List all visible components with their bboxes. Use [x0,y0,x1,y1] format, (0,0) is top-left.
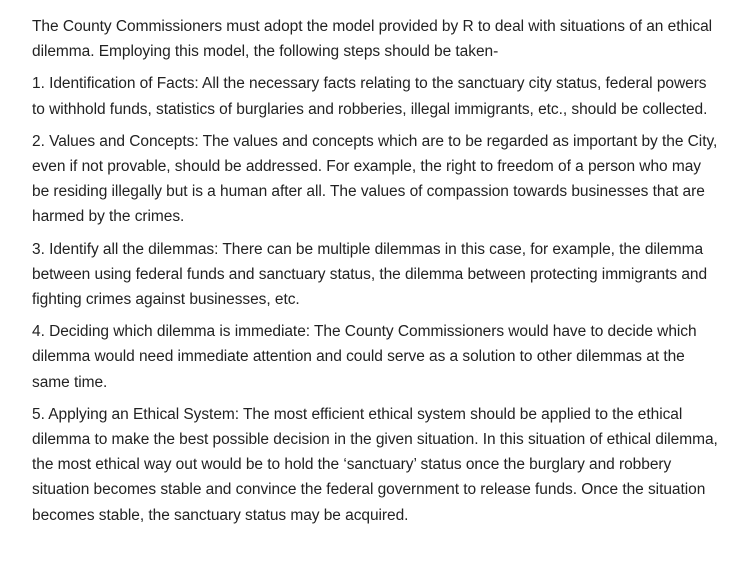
step-2-paragraph: 2. Values and Concepts: The values and concepts which are to be regarded as important by the City, even if not provable, should be addressed. For example, the right to freedom of a person who may be residing illegally but is a human after all. The values of compassion towards businesses that are harmed by the crimes. [32,132,718,226]
step-5-paragraph: 5. Applying an Ethical System: The most efficient ethical system should be applied to the ethical dilemma to make the best possible decision in the given situation. In this situation of ethical dilemma, the most ethical way out would be to hold the ‘sanctuary’ status once the burglary and robbery situation becomes stable and convince the federal government to release funds. Once the situation becomes stable, the sanctuary status may be acquired. [32,405,718,524]
step-4-paragraph: 4. Deciding which dilemma is immediate: The County Commissioners would have to decide which dilemma would need immediate attention and could serve as a solution to other dilemmas at the same time. [32,323,697,391]
intro-paragraph: The County Commissioners must adopt the model provided by R to deal with situations of an ethical dilemma. Employing this model, the following steps should be taken- [32,18,713,61]
document-body [32,14,722,535]
step-1-paragraph: 1. Identification of Facts: All the necessary facts relating to the sanctuary city status, federal powers to withhold funds, statistics of burglaries and robberies, illegal immigrants, etc., should be collected. [32,75,708,118]
step-3-paragraph: 3. Identify all the dilemmas: There can be multiple dilemmas in this case, for example, the dilemma between using federal funds and sanctuary status, the dilemma between protecting immigrants and fighting crimes against businesses, etc. [32,240,708,309]
